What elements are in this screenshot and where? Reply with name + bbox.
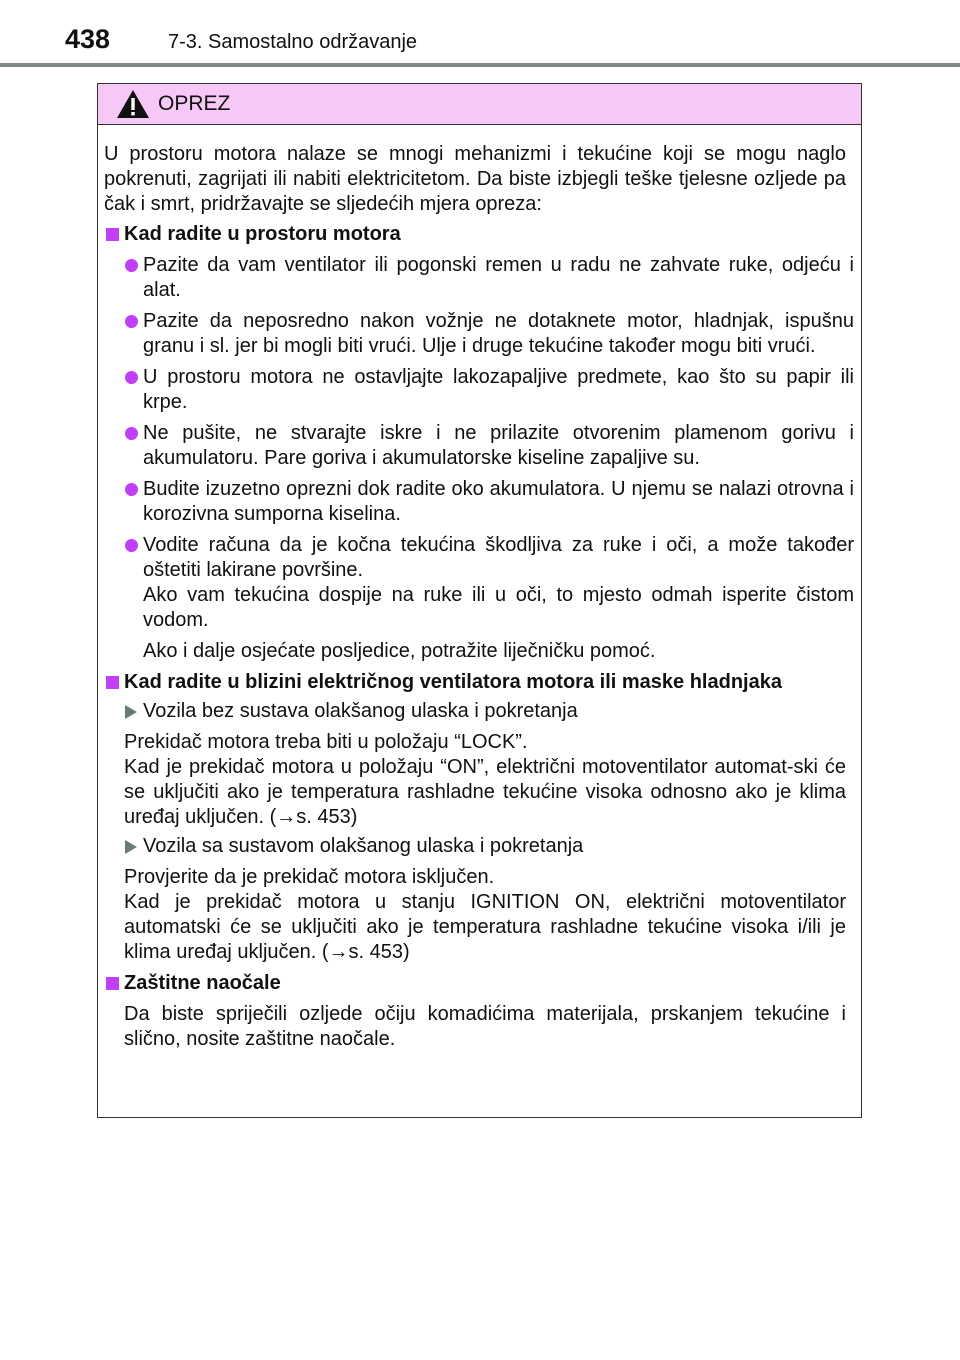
subheading: Vozila bez sustava olakšanog ulaska i pokretanja: [104, 699, 854, 724]
list-item: Budite izuzetno oprezni dok radite oko akumulatora. U njemu se nalazi otrovna i korozivna sumporna kiselina.: [104, 477, 854, 527]
page-number: 438: [65, 24, 111, 54]
list-item: Vodite računa da je kočna tekućina škodljiva za ruke i oči, a može također oštetiti lakirane površine.: [104, 533, 854, 583]
triangle-arrow-icon: [125, 705, 137, 719]
subheading: Vozila sa sustavom olakšanog ulaska i pokretanja: [104, 834, 854, 859]
list-item: Ne pušite, ne stvarajte iskre i ne prilazite otvorenim plamenom gorivu i akumulatoru. Pare goriva i akumulatorske kiseline zapaljive su.: [104, 421, 854, 471]
warning-icon: [116, 89, 150, 119]
list-item-note: Ako i dalje osjećate posljedice, potražite liječničku pomoć.: [143, 640, 656, 662]
caution-title: OPREZ: [158, 92, 231, 115]
paragraph: Prekidač motora treba biti u položaju “LOCK”.: [124, 731, 528, 753]
section-heading: Kad radite u prostoru motora: [104, 222, 854, 247]
list-item-note: Ako vam tekućina dospije na ruke ili u oči, to mjesto odmah isperite čistom vodom.: [143, 584, 854, 631]
circle-bullet-icon: [125, 315, 138, 328]
caution-intro: U prostoru motora nalaze se mnogi mehanizmi i tekućine koji se mogu naglo pokrenuti, zagrijati ili nabiti elektricitetom. Da biste izbjegli teške tjelesne ozljede pa čak i smrt, pridržavajte se sljedećih mjera opreza:: [104, 143, 846, 215]
circle-bullet-icon: [125, 371, 138, 384]
paragraph: Da biste spriječili ozljede očiju komadićima materijala, prskanjem tekućine i slično, nosite zaštitne naočale.: [124, 1003, 846, 1050]
list-item: U prostoru motora ne ostavljajte lakozapaljive predmete, kao što su papir ili krpe.: [104, 365, 854, 415]
caution-header: [98, 84, 861, 125]
paragraph: Provjerite da je prekidač motora isključen.: [124, 866, 495, 888]
triangle-arrow-icon: [125, 840, 137, 854]
section-heading: Kad radite u blizini električnog ventilatora motora ili maske hladnjaka: [104, 670, 854, 695]
chapter-title: 7-3. Samostalno održavanje: [168, 31, 418, 53]
paragraph: Kad je prekidač motora u položaju “ON”, električni motoventilator automat-ski će se uključiti ako je temperatura rashladne tekućine visoka odnosno ako je klima uređaj uključen. (→s. 453): [124, 756, 846, 828]
paragraph: Kad je prekidač motora u stanju IGNITION ON, električni motoventilator automatski će se uključiti ako je temperatura rashladne tekućine visoka i/ili je klima uređaj uključen. (→s. 453): [124, 891, 846, 963]
caution-box: [97, 83, 862, 1118]
square-bullet-icon: [106, 676, 119, 689]
circle-bullet-icon: [125, 483, 138, 496]
header-rule: [0, 63, 960, 67]
list-item: Pazite da vam ventilator ili pogonski remen u radu ne zahvate ruke, odjeću i alat.: [104, 253, 854, 303]
list-item: Pazite da neposredno nakon vožnje ne dotaknete motor, hladnjak, ispušnu granu i sl. jer bi mogli biti vrući. Ulje i druge tekućine također mogu biti vrući.: [104, 309, 854, 359]
circle-bullet-icon: [125, 539, 138, 552]
circle-bullet-icon: [125, 259, 138, 272]
circle-bullet-icon: [125, 427, 138, 440]
square-bullet-icon: [106, 228, 119, 241]
square-bullet-icon: [106, 977, 119, 990]
section-heading: Zaštitne naočale: [104, 971, 854, 996]
